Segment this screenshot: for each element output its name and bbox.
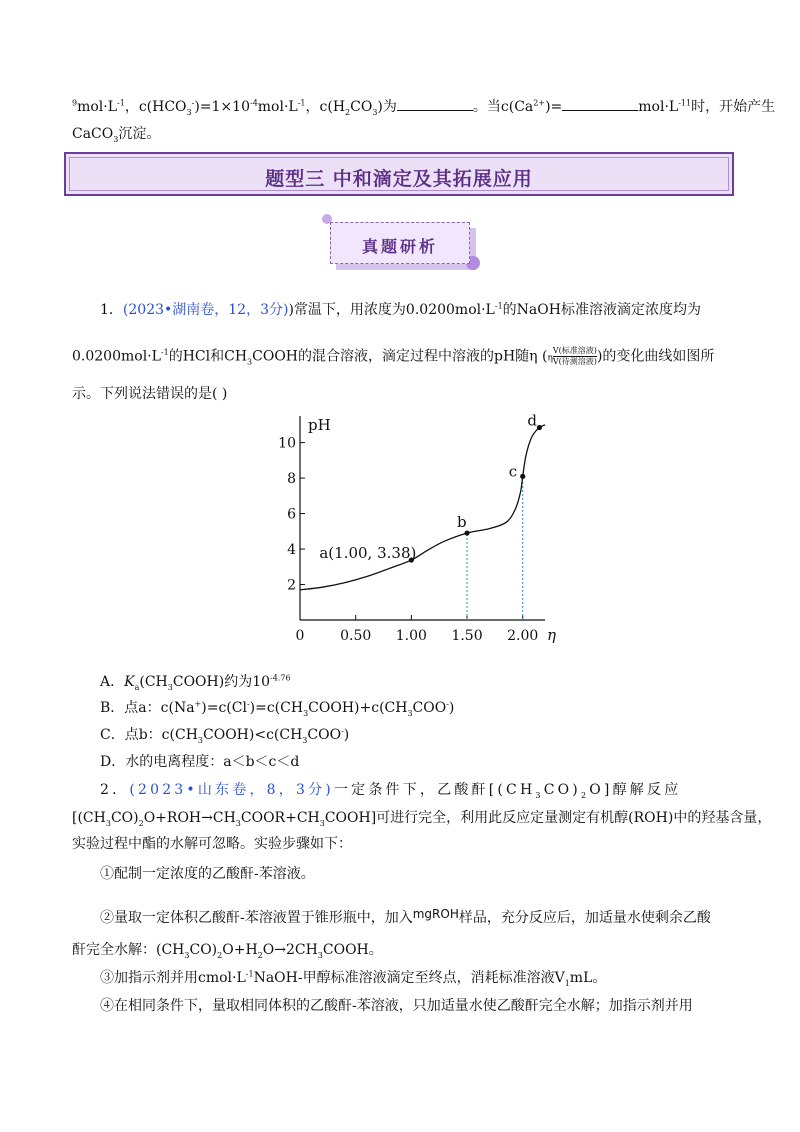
y-tick-label: 6 xyxy=(287,506,296,523)
q1-option-b: B．点a：$c(Na^+)=c(Cl^-)=c(CH_3COOH)+c(CH_3COO^-)$ xyxy=(100,699,455,718)
q2-step-2: ②量取一定体积乙酸酐-苯溶液置于锥形瓶中，加入mgROH样品，充分反应后，加适量水使剩余乙酸 xyxy=(100,907,711,926)
answer-blank-2[interactable] xyxy=(562,96,638,111)
q2-source: (2023•山东卷，8，3分) xyxy=(129,782,334,798)
x-tick-label: 0 xyxy=(295,628,305,644)
q2-line-2: $[(CH_3CO)_2O+ROH\to CH_3COOR+CH_3COOH]$可进行完全，利用此反应定量测定有机醇(ROH)中的羟基含量， xyxy=(72,810,772,828)
section-banner xyxy=(64,152,734,196)
titration-chart xyxy=(270,408,560,648)
q1-line-1: 1．(2023•湖南卷，12，3分))常温下，用浓度为$0.0200mol\cdot L^{-1}$的NaOH标准溶液滴定浓度均为 xyxy=(100,301,701,318)
q1-line-3: 示。下列说法错误的是( ) xyxy=(72,386,228,402)
x-tick-label: 2.00 xyxy=(507,628,539,644)
y-tick-label: 10 xyxy=(278,435,296,452)
q1-source: (2023•湖南卷，12，3分) xyxy=(122,302,289,318)
q2-step-2-cont: 酐完全水解：$(CH_3CO)_2O+H_2O\to 2CH_3COOH$。 xyxy=(72,942,383,960)
section-title: 题型三 中和滴定及其拓展应用 xyxy=(265,168,533,190)
intro-line-2: CaCO$_3$沉淀。 xyxy=(72,126,161,144)
point-label: b xyxy=(457,513,467,532)
point-label: a(1.00, 3.38) xyxy=(319,544,417,563)
y-tick-label: 2 xyxy=(287,577,296,594)
x-axis-label: η xyxy=(547,626,556,644)
badge-label: 真题研析 xyxy=(361,237,438,256)
q2-line-1: 2．(2023•山东卷，8，3分)一定条件下，乙酸酐$[(CH_3CO)_2O]$醇解反应 xyxy=(100,782,682,800)
q1-option-d: D．水的电离程度：a＜b＜c＜d xyxy=(100,754,300,770)
data-point xyxy=(464,530,469,535)
q1-line-2: $0.0200mol\cdot L^{-1}$的HCl和$CH_3COOH$的混合溶液，滴定过程中溶液的pH随η (η $\frac{\text{V(标准溶液)}}{\text{V(待测溶液)}}$ )的变化曲线如图所 xyxy=(72,346,715,367)
x-tick-label: 1.00 xyxy=(395,628,427,644)
point-label: c xyxy=(508,462,518,481)
answer-blank-1[interactable] xyxy=(397,96,473,111)
intro-line-1: $^9mol\cdot L^{-1}$，$c(HCO_3^-)=1\times 10^{-4}mol\cdot L^{-1}$，$c(H_2CO_3)$为 。当$c(Ca^{2+})= mol\cdot L^{-11}$时，开始产生 xyxy=(72,96,775,117)
y-tick-label: 8 xyxy=(287,471,296,488)
titration-curve xyxy=(300,425,545,590)
q2-step-1: ①配制一定浓度的乙酸酐-苯溶液。 xyxy=(100,866,315,882)
q2-step-3: ③加指示剂并用$cmol\cdot L^{-1}NaOH-$甲醇标准溶液滴定至终点，消耗标准溶液$V_1mL$。 xyxy=(100,969,607,988)
data-point xyxy=(520,474,525,479)
q1-option-c: C．点b：$c(CH_3COOH)<c(CH_3COO^-)$ xyxy=(100,726,350,745)
y-axis-label: pH xyxy=(308,416,331,434)
volume-fraction: $\frac{\text{V(标准溶液)}}{\text{V(待测溶液)}}$ xyxy=(552,346,597,366)
point-label: d xyxy=(527,411,538,430)
section-badge xyxy=(330,222,470,264)
y-tick-label: 4 xyxy=(287,542,296,559)
x-tick-label: 1.50 xyxy=(451,628,483,644)
q2-line-3: 实验过程中酯的水解可忽略。实验步骤如下： xyxy=(72,836,352,852)
q2-step-4: ④在相同条件下，量取相同体积的乙酸酐-苯溶液，只加适量水使乙酸酐完全水解；加指示剂并用 xyxy=(100,998,693,1014)
q1-option-a: A．$K_a(CH_3COOH)$约为$10^{-4.76}$ xyxy=(100,673,291,692)
x-tick-label: 0.50 xyxy=(340,628,372,644)
data-point xyxy=(537,425,542,430)
